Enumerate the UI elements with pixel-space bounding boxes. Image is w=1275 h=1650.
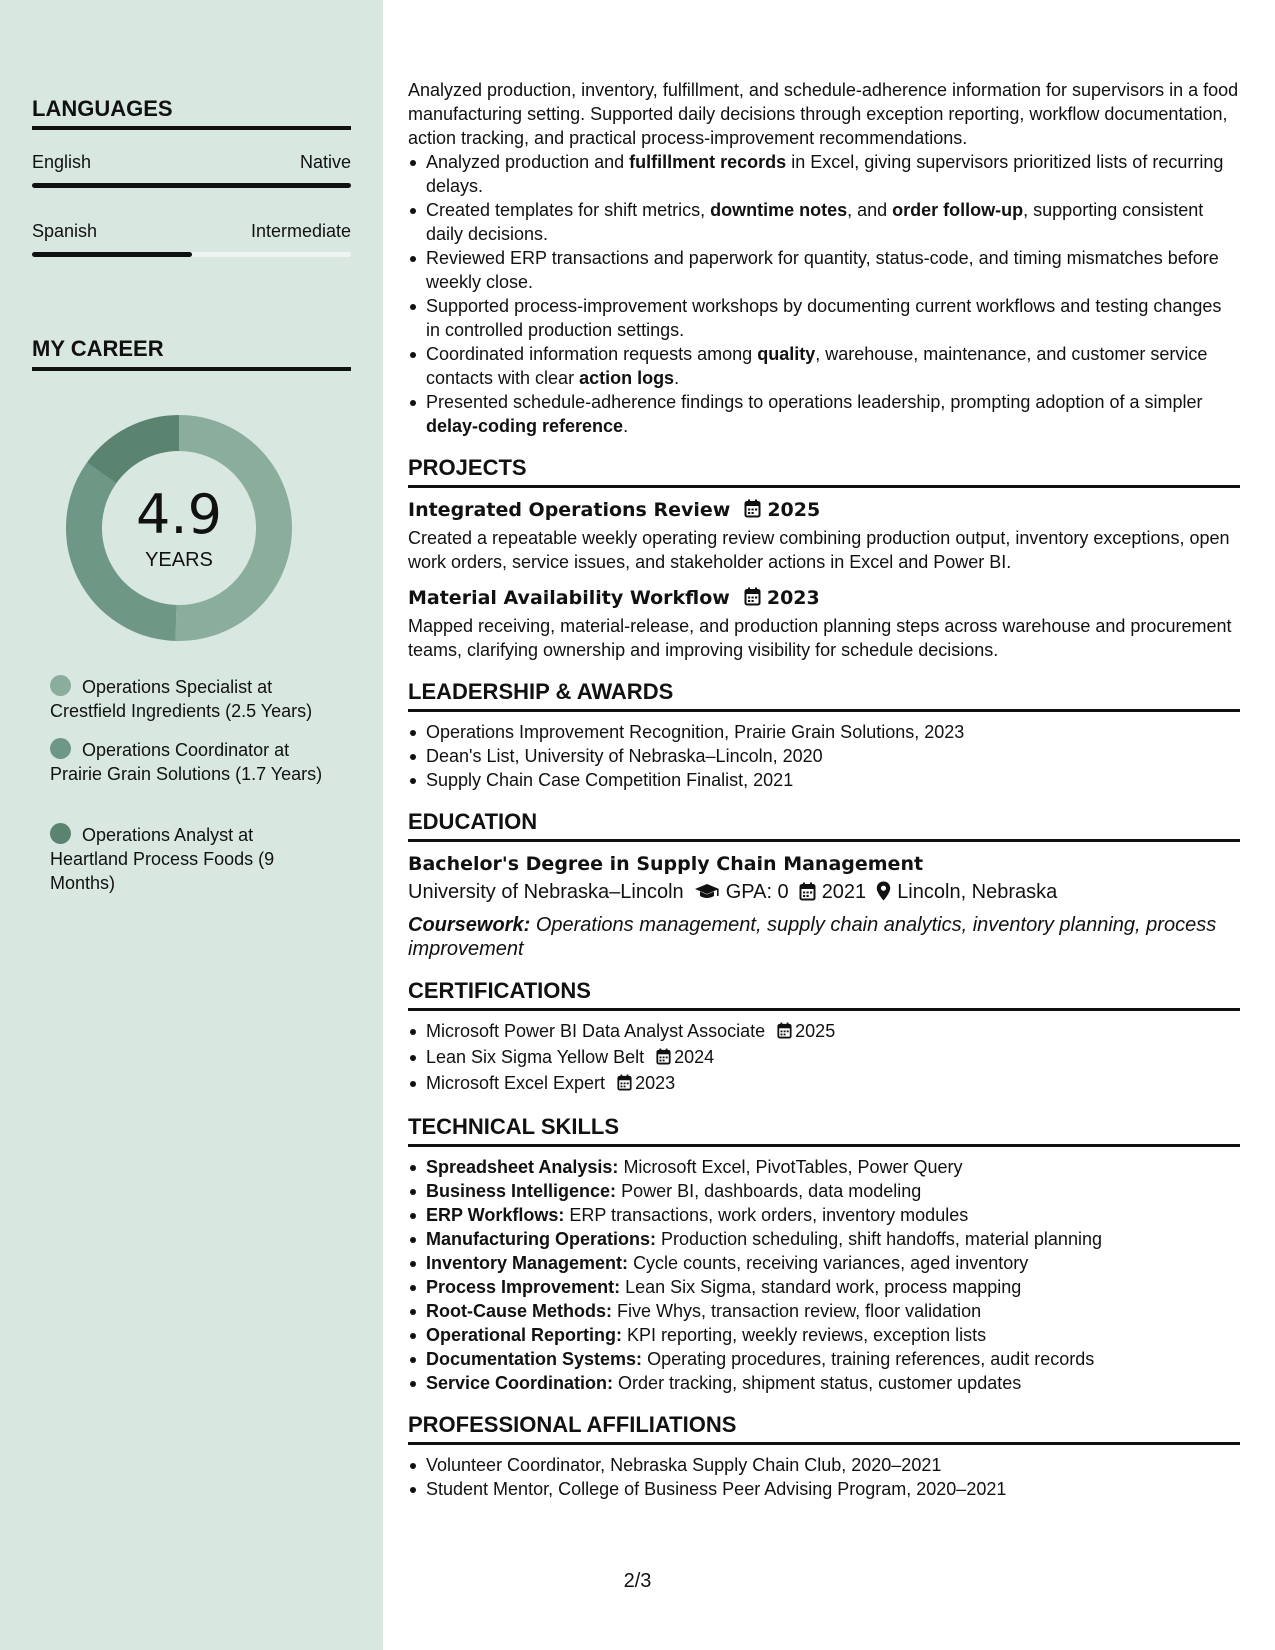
skill-label: Root-Cause Methods: bbox=[426, 1301, 612, 1321]
coursework-text: Operations management, supply chain analytics, inventory planning, process improvement bbox=[408, 914, 1217, 960]
leadership-list bbox=[408, 720, 1240, 792]
skill-value: Lean Six Sigma, standard work, process mapping bbox=[625, 1277, 1022, 1297]
project-description: Created a repeatable weekly operating review combining production output, inventory exceptions, open work orders, service issues, and stakeholder actions in Excel and Power BI. bbox=[408, 528, 1230, 572]
bullet-text: , warehouse, maintenance, and customer service contacts with clear bbox=[426, 344, 1208, 388]
language-proficiency-fill bbox=[32, 252, 192, 257]
certification-name: Microsoft Excel Expert bbox=[426, 1073, 606, 1093]
skill-item bbox=[408, 1275, 1240, 1299]
skill-value: ERP transactions, work orders, inventory modules bbox=[569, 1205, 969, 1225]
section-rule bbox=[408, 839, 1240, 842]
skill-item bbox=[408, 1299, 1240, 1323]
bullet-text: in Excel, giving supervisors prioritized lists of recurring delays. bbox=[426, 152, 1224, 196]
affiliations-heading: PROFESSIONAL AFFILIATIONS bbox=[408, 1412, 737, 1437]
language-level: Intermediate bbox=[250, 221, 351, 241]
bullet-text: . bbox=[623, 416, 629, 436]
list-item: Dean's List, University of Nebraska–Lincoln, 2020 bbox=[408, 744, 1240, 768]
bold-text: quality bbox=[757, 344, 816, 364]
calendar-icon bbox=[744, 498, 761, 526]
career-item bbox=[50, 823, 330, 895]
leadership-heading: LEADERSHIP & AWARDS bbox=[408, 679, 674, 704]
bullet-text: Analyzed production and bbox=[426, 152, 630, 172]
affiliations-list bbox=[408, 1453, 1240, 1501]
experience-bullet bbox=[408, 294, 1240, 342]
gpa: GPA: 0 bbox=[725, 881, 789, 903]
project-year: 2025 bbox=[767, 499, 821, 521]
coursework-label: Coursework: bbox=[408, 914, 531, 936]
language-name: Spanish bbox=[32, 221, 98, 241]
skill-item bbox=[408, 1323, 1240, 1347]
language-proficiency-fill bbox=[32, 183, 351, 188]
section-rule bbox=[408, 1442, 1240, 1445]
skill-label: Service Coordination: bbox=[426, 1373, 614, 1393]
career-dot bbox=[50, 823, 71, 844]
career-rule bbox=[32, 367, 351, 371]
certification-item bbox=[408, 1045, 1240, 1071]
project-description: Mapped receiving, material-release, and production planning steps across warehouse and procurement teams, clarifying ownership and improving visibility for schedule decisions. bbox=[408, 616, 1232, 660]
calendar-icon bbox=[799, 881, 816, 909]
experience-bullet bbox=[408, 198, 1240, 246]
career-item-text: Operations Analyst at Heartland Process Foods (9 Months) bbox=[50, 825, 275, 893]
project-title bbox=[408, 584, 1240, 614]
list-item: Supply Chain Case Competition Finalist, 2021 bbox=[408, 768, 1240, 792]
certification-item bbox=[408, 1019, 1240, 1045]
experience-bullet bbox=[408, 390, 1240, 438]
bullet-text: , and bbox=[847, 200, 893, 220]
bullet-text: Coordinated information requests among bbox=[426, 344, 758, 364]
affiliations-section bbox=[408, 1411, 1240, 1501]
bullet-text: Reviewed ERP transactions and paperwork for quantity, status-code, and timing mismatches before weekly close. bbox=[426, 248, 1219, 292]
calendar-icon bbox=[744, 586, 761, 614]
section-rule bbox=[408, 1008, 1240, 1011]
certifications-heading: CERTIFICATIONS bbox=[408, 978, 591, 1003]
education-location: Lincoln, Nebraska bbox=[897, 881, 1058, 903]
career-dot bbox=[50, 738, 71, 759]
calendar-icon bbox=[617, 1073, 632, 1097]
graduation-year: 2021 bbox=[821, 881, 867, 903]
project-name: Integrated Operations Review bbox=[408, 499, 731, 521]
calendar-icon bbox=[777, 1021, 792, 1045]
leadership-section bbox=[408, 678, 1240, 792]
skills-list bbox=[408, 1155, 1240, 1395]
career-item-text: Operations Coordinator at Prairie Grain Solutions (1.7 Years) bbox=[50, 740, 323, 784]
skill-label: Operational Reporting: bbox=[426, 1325, 623, 1345]
career-dot bbox=[50, 675, 71, 696]
certifications-section bbox=[408, 977, 1240, 1097]
language-name: English bbox=[32, 152, 92, 172]
certification-item bbox=[408, 1071, 1240, 1097]
projects-heading: PROJECTS bbox=[408, 455, 527, 480]
languages-heading: LANGUAGES bbox=[32, 96, 173, 121]
skill-label: Documentation Systems: bbox=[426, 1349, 643, 1369]
certification-year: 2024 bbox=[674, 1047, 715, 1067]
projects-section bbox=[408, 454, 1240, 662]
bullet-text: . bbox=[674, 368, 680, 388]
main-content bbox=[408, 78, 1240, 1501]
bullet-text: , supporting consistent daily decisions. bbox=[426, 200, 1204, 244]
project-name: Material Availability Workflow bbox=[408, 587, 730, 609]
skill-item bbox=[408, 1203, 1240, 1227]
skill-value: Operating procedures, training references, audit records bbox=[647, 1349, 1095, 1369]
languages-rule bbox=[32, 126, 351, 130]
skill-value: Power BI, dashboards, data modeling bbox=[621, 1181, 922, 1201]
education-meta bbox=[408, 878, 1240, 909]
sidebar bbox=[0, 0, 383, 1650]
career-total-unit: YEARS bbox=[145, 549, 213, 571]
skill-value: KPI reporting, weekly reviews, exception lists bbox=[627, 1325, 987, 1345]
skill-label: Inventory Management: bbox=[426, 1253, 629, 1273]
bullet-text: Created templates for shift metrics, bbox=[426, 200, 711, 220]
education-section bbox=[408, 808, 1240, 961]
list-item: Volunteer Coordinator, Nebraska Supply Chain Club, 2020–2021 bbox=[408, 1453, 1240, 1477]
skill-label: Manufacturing Operations: bbox=[426, 1229, 657, 1249]
list-item: Student Mentor, College of Business Peer Advising Program, 2020–2021 bbox=[408, 1477, 1240, 1501]
section-rule bbox=[408, 485, 1240, 488]
career-item-text: Operations Specialist at Crestfield Ingredients (2.5 Years) bbox=[50, 677, 313, 721]
location-pin-icon bbox=[876, 881, 891, 909]
education-heading: EDUCATION bbox=[408, 809, 538, 834]
bold-text: order follow-up bbox=[892, 200, 1024, 220]
section-rule bbox=[408, 1144, 1240, 1147]
graduation-cap-icon bbox=[694, 881, 720, 909]
section-rule bbox=[408, 709, 1240, 712]
skill-value: Cycle counts, receiving variances, aged inventory bbox=[633, 1253, 1029, 1273]
skill-label: Business Intelligence: bbox=[426, 1181, 617, 1201]
degree-title: Bachelor's Degree in Supply Chain Management bbox=[408, 853, 924, 875]
skill-label: Process Improvement: bbox=[426, 1277, 621, 1297]
bold-text: downtime notes bbox=[710, 200, 848, 220]
skill-item bbox=[408, 1371, 1240, 1395]
skill-value: Production scheduling, shift handoffs, material planning bbox=[661, 1229, 1102, 1249]
skill-item bbox=[408, 1155, 1240, 1179]
skill-item bbox=[408, 1179, 1240, 1203]
career-total-years: 4.9 bbox=[136, 483, 222, 546]
skill-value: Five Whys, transaction review, floor validation bbox=[617, 1301, 982, 1321]
skill-label: Spreadsheet Analysis: bbox=[426, 1157, 619, 1177]
skill-item bbox=[408, 1347, 1240, 1371]
list-item: Operations Improvement Recognition, Prairie Grain Solutions, 2023 bbox=[408, 720, 1240, 744]
page-number: 2/3 bbox=[623, 1570, 652, 1592]
coursework bbox=[408, 913, 1240, 961]
skills-section bbox=[408, 1113, 1240, 1395]
certifications-list bbox=[408, 1019, 1240, 1097]
career-item bbox=[50, 675, 330, 723]
skill-item bbox=[408, 1251, 1240, 1275]
career-heading: MY CAREER bbox=[32, 336, 164, 361]
experience-bullet bbox=[408, 342, 1240, 390]
bold-text: action logs bbox=[579, 368, 675, 388]
certification-year: 2025 bbox=[795, 1021, 836, 1041]
language-level: Native bbox=[299, 152, 351, 172]
skill-label: ERP Workflows: bbox=[426, 1205, 565, 1225]
skill-item bbox=[408, 1227, 1240, 1251]
skill-value: Order tracking, shipment status, customer updates bbox=[618, 1373, 1022, 1393]
experience-bullet bbox=[408, 246, 1240, 294]
career-donut bbox=[66, 415, 292, 641]
language-proficiency-bar bbox=[32, 183, 351, 188]
certification-year: 2023 bbox=[635, 1073, 676, 1093]
certification-name: Lean Six Sigma Yellow Belt bbox=[426, 1047, 645, 1067]
experience-bullets bbox=[408, 150, 1240, 438]
career-item bbox=[50, 738, 330, 786]
career-donut-segment bbox=[102, 433, 179, 473]
skills-heading: TECHNICAL SKILLS bbox=[408, 1114, 620, 1139]
school-name: University of Nebraska–Lincoln bbox=[408, 881, 684, 903]
project-year: 2023 bbox=[766, 587, 820, 609]
bold-text: delay-coding reference bbox=[426, 416, 624, 436]
skill-value: Microsoft Excel, PivotTables, Power Query bbox=[623, 1157, 963, 1177]
calendar-icon bbox=[656, 1047, 671, 1071]
bullet-text: Supported process-improvement workshops by documenting current workflows and testing changes in controlled production settings. bbox=[426, 296, 1222, 340]
experience-summary: Analyzed production, inventory, fulfillment, and schedule-adherence information for supervisors in a food manufacturing setting. Supported daily decisions through exception reporting, workflow documentation, action tracking, and practical process-improvement recommendations. bbox=[408, 80, 1239, 148]
bullet-text: Presented schedule-adherence findings to operations leadership, prompting adoption of a simpler bbox=[426, 392, 1203, 412]
bold-text: fulfillment records bbox=[629, 152, 787, 172]
certification-name: Microsoft Power BI Data Analyst Associate bbox=[426, 1021, 766, 1041]
language-proficiency-bar bbox=[32, 252, 351, 257]
experience-bullet bbox=[408, 150, 1240, 198]
project-title bbox=[408, 496, 1240, 526]
